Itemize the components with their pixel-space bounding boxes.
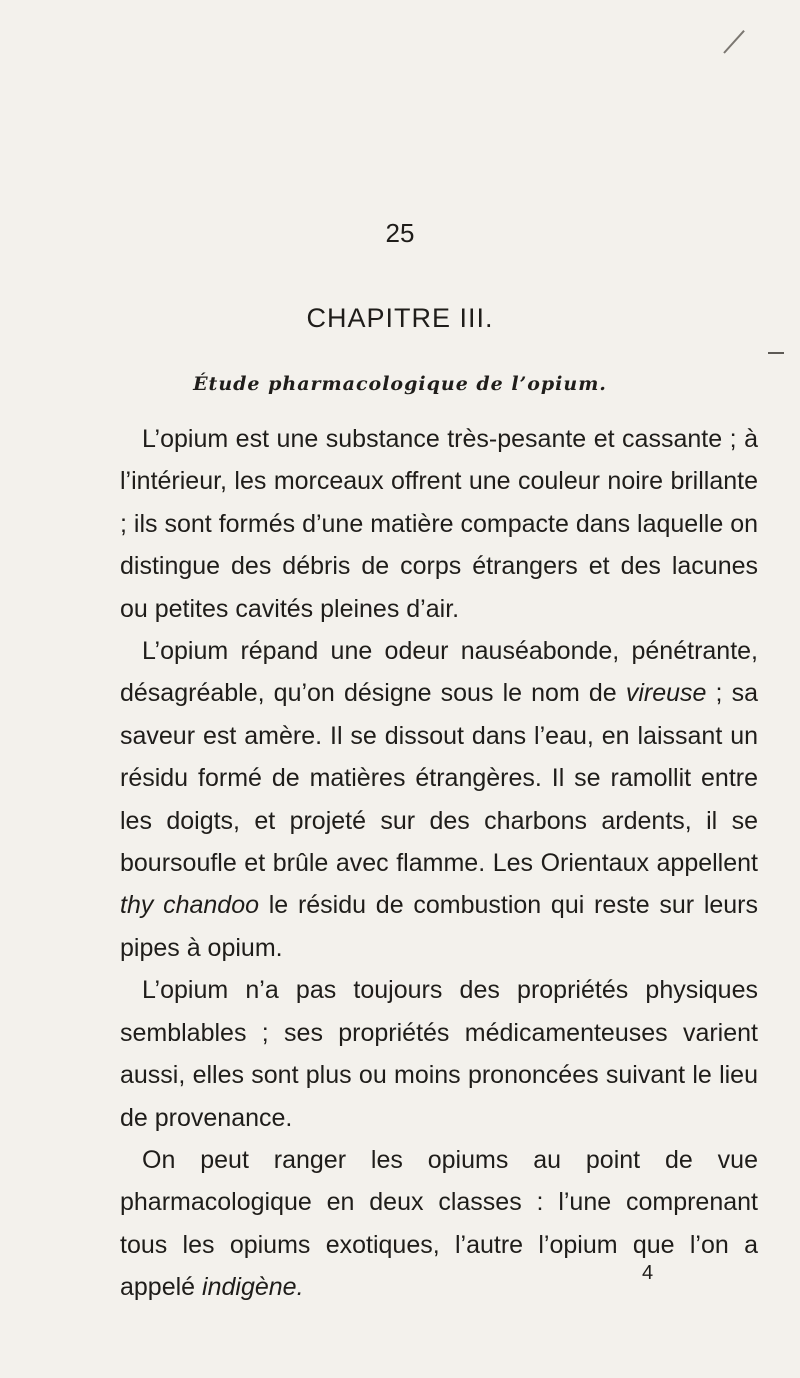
paragraph [120,418,758,630]
italic-term: indigène. [202,1273,304,1302]
chapter-heading: CHAPITRE III. [306,303,494,333]
paragraph-text: On peut ranger les opiums au point de vue pharmacologique en deux classes : l’une comprenant tous les opiums exotiques, l’autre l’opium que l’on a appelé [120,1145,758,1302]
margin-dash [768,352,784,354]
chapter-subtitle: Étude pharmacologique de l’opium. [193,373,607,395]
paragraph-text: ; sa saveur est amère. Il se dissout dans l’eau, en laissant un résidu formé de matières étrangères. Il se ramollit entre les doigts, et projeté sur des charbons ardents, il se boursoufle et brûle avec flamme. Les Orientaux appellent [120,679,759,878]
paragraph-text: L’opium est une substance très-pesante et cassante ; à l’intérieur, les morceaux offrent une couleur noire brillante ; ils sont formés d’une matière compacte dans laquelle on distingue des débris de corps étrangers et des lacunes ou petites cavités pleines d’air. [120,425,758,623]
corner-pencil-mark [723,30,745,54]
paragraph-text: le résidu de combustion qui reste sur leurs pipes à opium. [120,891,759,962]
paragraph-text: L’opium n’a pas toujours des propriétés physiques semblables ; ses propriétés médicamenteuses varient aussi, elles sont plus ou moins prononcées suivant le lieu de provenance. [120,976,758,1132]
body-text [120,418,758,1309]
italic-term: thy chandoo [120,891,260,920]
page-number: 25 [385,218,415,248]
paragraph [120,1139,758,1309]
paragraph [120,630,758,969]
signature-mark: 4 [642,1262,654,1284]
italic-term: vireuse [625,679,707,708]
paragraph [120,969,758,1139]
paragraph-text: L’opium répand une odeur nauséabonde, pénétrante, désagréable, qu’on désigne sous le nom de [120,637,758,708]
